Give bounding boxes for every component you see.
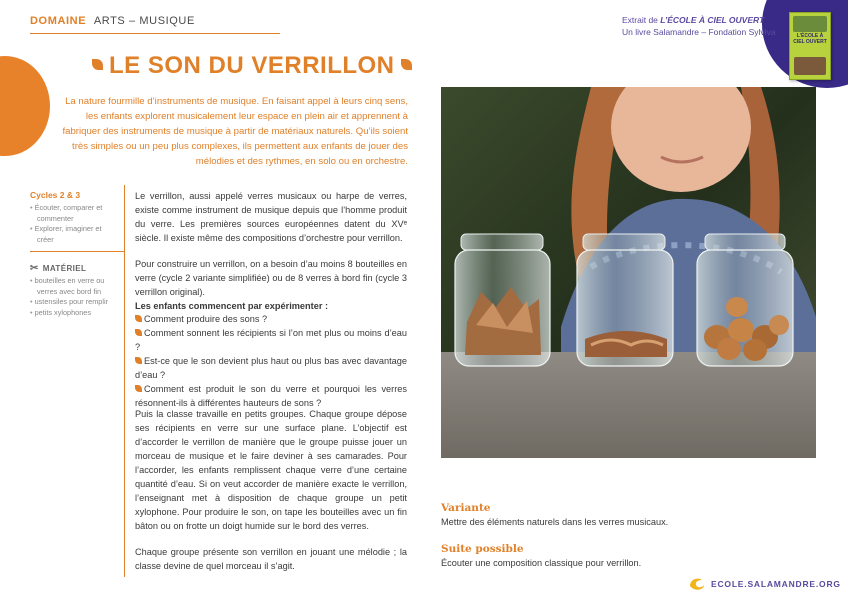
- book-cover-photo-bottom: [794, 57, 826, 75]
- salamandre-logo-icon: [688, 575, 706, 591]
- list-item: • Explorer, imaginer et créer: [30, 224, 120, 245]
- list-item: • ustensiles pour remplir: [30, 297, 120, 308]
- question-text: Est-ce que le son devient plus haut ou plus bas avec davantage d’eau ?: [135, 356, 407, 380]
- column-divider: [124, 185, 125, 577]
- publisher-line: Un livre Salamandre – Fondation Sylviva: [622, 27, 776, 37]
- book-cover-title: L'ÉCOLE À CIEL OUVERT: [793, 33, 827, 45]
- extract-note: [622, 14, 776, 38]
- intro-paragraph: La nature fourmille d’instruments de musique. En faisant appel à leurs cinq sens, les enfants explorent musicalement leur espace en plein air et apprennent à fabriquer des instruments de musique à partir de matériaux naturels. Qu’ils soient très simples ou un peu plus complexes, ils permettent aux enfants de jouer des mélodies et des rythmes, en solo ou en orchestre.: [62, 96, 408, 167]
- site-link[interactable]: ECOLE.SALAMANDRE.ORG: [711, 579, 841, 589]
- list-item: • petits xylophones: [30, 308, 120, 319]
- variante-text: Mettre des éléments naturels dans les verres musicaux.: [441, 517, 669, 527]
- question-text: Comment est produit le son du verre et pourquoi les verres résonnent-ils à différentes hauteurs de sons ?: [135, 384, 407, 408]
- scissors-icon: ✂: [30, 263, 39, 274]
- list-item: [135, 326, 407, 354]
- variante-heading: Variante: [441, 502, 491, 514]
- glass-jars-photo: [441, 87, 816, 458]
- body-paragraph-1: Le verrillon, aussi appelé verres musicaux ou harpe de verres, existe comme instrument de musique depuis que l’homme produit du verre. Les premières sources européennes datent du XVᵉ siècle. Il existe même des compositions d’orchestre pour verrillon.: [135, 191, 407, 243]
- cycles-list: [30, 203, 120, 245]
- questions-list: [135, 312, 407, 410]
- body-paragraph-4: Chaque groupe présente son verrillon en jouant une mélodie ; la classe devine de quel morceau il s’agit.: [135, 547, 407, 571]
- materiel-title: [30, 263, 86, 274]
- leaf-bullet-icon: [135, 315, 142, 322]
- book-title: L’ÉCOLE À CIEL OUVERT: [660, 15, 765, 25]
- suite-text: Écouter une composition classique pour verrillon.: [441, 558, 642, 568]
- left-decoration: [0, 56, 50, 156]
- cycles-title: Cycles 2 & 3: [30, 190, 81, 200]
- question-text: Comment produire des sons ?: [144, 314, 268, 324]
- sidebar-divider: [30, 251, 124, 252]
- book-cover: [789, 12, 831, 80]
- leaf-icon: [401, 59, 412, 70]
- page-title-text: LE SON DU VERRILLON: [109, 52, 395, 79]
- question-text: Comment sonnent les récipients si l’on met plus ou moins d’eau ?: [135, 328, 407, 352]
- list-item: [135, 354, 407, 382]
- list-item: [135, 312, 407, 326]
- book-cover-photo: [793, 16, 827, 32]
- leaf-bullet-icon: [135, 385, 142, 392]
- experiment-heading: Les enfants commencent par expérimenter :: [135, 301, 329, 311]
- domain-value: ARTS – MUSIQUE: [93, 15, 195, 27]
- body-paragraph-3: Puis la classe travaille en petits groupes. Chaque groupe dépose ses récipients en verre sur une surface plane. L’objectif est d’accorder le verrillon de manière que le groupe puisse jouer un morceau de musique et le faire deviner à ses camarades. Pour l’accorder, les enfants remplissent chaque verre d’une certaine quantité d’eau. Si on veut accorder de manière exacte le verrillon, l’enseignant met à disposition de chaque groupe un petit xylophone. Pour produire le son, on tape les bouteilles avec un fin bâton ou on frotte un doigt humide sur le bord des verres.: [135, 409, 407, 531]
- list-item: [135, 382, 407, 410]
- suite-heading: Suite possible: [441, 543, 524, 555]
- domain-line: [30, 15, 195, 27]
- materiel-title-text: MATÉRIEL: [42, 264, 87, 273]
- list-item: • Écouter, comparer et commenter: [30, 203, 120, 224]
- body-paragraph-2: Pour construire un verrillon, on a besoin d’au moins 8 bouteilles en verre (cycle 2 variante simplifiée) ou de 8 verres à bord fin (cycle 3 verrillon original).: [135, 259, 407, 297]
- jar-right: [697, 234, 793, 366]
- header-divider: [30, 33, 280, 34]
- list-item: • bouteilles en verre ou verres avec bord fin: [30, 276, 120, 297]
- jar-left: [455, 234, 550, 366]
- domain-label: DOMAINE: [30, 15, 87, 27]
- materiel-list: [30, 276, 120, 318]
- leaf-bullet-icon: [135, 329, 142, 336]
- leaf-bullet-icon: [135, 357, 142, 364]
- jar-middle: [577, 234, 673, 366]
- leaf-icon: [92, 59, 103, 70]
- extract-prefix: Extrait de: [622, 15, 661, 25]
- page-title: [86, 52, 418, 80]
